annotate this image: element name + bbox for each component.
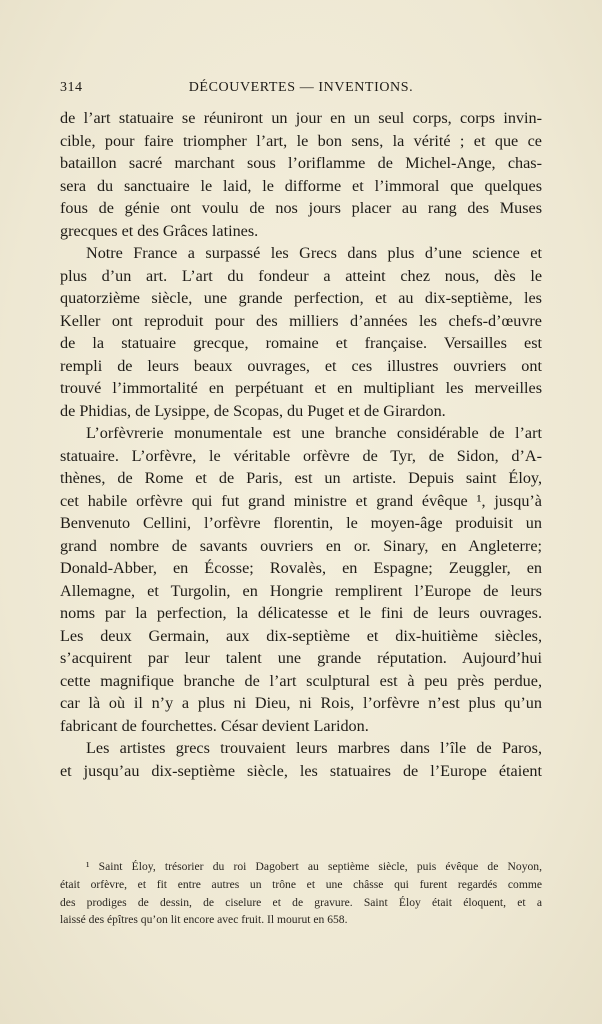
- body-line: Benvenuto Cellini, l’orfèvre florentin, le moyen-âge produisit un: [60, 514, 542, 532]
- body-line: cette magnifique branche de l’art sculptural est à peu près perdue,: [60, 671, 542, 690]
- body-line: de la statuaire grecque, romaine et française. Versailles est: [60, 334, 542, 352]
- body-line: Les artistes grecs trouvaient leurs marbres dans l’île de Paros,: [86, 739, 542, 757]
- running-title: DÉCOUVERTES — INVENTIONS.: [188, 80, 414, 95]
- body-line: trouvé l’immortalité en perpétuant et en multipliant les merveilles: [60, 379, 542, 397]
- body-line: cible, pour faire triompher l’art, le bon sens, la vérité ; et que ce: [60, 131, 542, 150]
- body-line: rempli de leurs beaux ouvrages, et ces illustres ouvriers ont: [60, 356, 542, 375]
- body-line: Allemagne, et Turgolin, en Hongrie remplirent l’Europe de leurs: [60, 581, 542, 600]
- running-head: [60, 80, 542, 100]
- body-line: de Phidias, de Lysippe, de Scopas, du Puget et de Girardon.: [60, 401, 446, 420]
- body-line: grand nombre de savants ouvriers en or. Sinary, en Angleterre;: [60, 536, 542, 555]
- body-line: quatorzième siècle, une grande perfection, et au dix-septième, les: [60, 289, 542, 307]
- footnote-line: des prodiges de dessin, de ciselure et de gravure. Saint Éloy était éloquent, et a: [60, 895, 542, 909]
- footnote: [60, 858, 542, 929]
- body-line: car là où il n’y a plus ni Dieu, ni Rois, l’orfèvre n’est plus qu’un: [60, 694, 542, 712]
- body-line: s’acquirent par leur talent une grande réputation. Aujourd’hui: [60, 649, 542, 667]
- body-line: sera du sanctuaire le laid, le difforme et l’immoral que quelques: [60, 176, 542, 195]
- body-text: [60, 107, 542, 782]
- body-line: Keller ont reproduit pour des milliers d’années les chefs-d’œuvre: [60, 311, 542, 330]
- body-line: cet habile orfèvre qui fut grand ministre et grand évêque ¹, jusqu’à: [60, 491, 542, 510]
- body-line: thènes, de Rome et de Paris, est un artiste. Depuis saint Éloy,: [60, 469, 542, 487]
- body-line: Donald-Abber, en Écosse; Rovalès, en Espagne; Zeuggler, en: [60, 559, 542, 577]
- footnote-line: était orfèvre, et fit entre autres un trône et une châsse qui furent regardés comme: [60, 877, 542, 891]
- body-line: et jusqu’au dix-septième siècle, les statuaires de l’Europe étaient: [60, 761, 542, 780]
- body-line: de l’art statuaire se réuniront un jour en un seul corps, corps invin-: [60, 109, 542, 127]
- body-line: L’orfèvrerie monumentale est une branche considérable de l’art: [86, 424, 542, 442]
- body-line: fabricant de fourchettes. César devient Laridon.: [60, 716, 369, 735]
- body-line: Les deux Germain, aux dix-septième et dix-huitième siècles,: [60, 626, 542, 645]
- page-number: 314: [60, 80, 83, 95]
- body-line: statuaire. L’orfèvre, le véritable orfèvre de Tyr, de Sidon, d’A-: [60, 446, 542, 465]
- footnote-line: ¹ Saint Éloy, trésorier du roi Dagobert au septième siècle, puis évêque de Noyon,: [86, 860, 542, 873]
- footnote-line: laissé des épîtres qu’on lit encore avec fruit. Il mourut en 658.: [60, 913, 348, 927]
- body-line: fous de génie ont voulu de nos jours placer au rang des Muses: [60, 199, 542, 217]
- body-line: grecques et des Grâces latines.: [60, 221, 259, 240]
- body-line: noms par la perfection, la délicatesse et le fini de leurs ouvrages.: [60, 604, 542, 622]
- body-line: Notre France a surpassé les Grecs dans plus d’une science et: [86, 244, 542, 262]
- body-line: plus d’un art. L’art du fondeur a atteint chez nous, dès le: [60, 266, 542, 285]
- body-line: bataillon sacré marchant sous l’oriflamme de Michel-Ange, chas-: [60, 154, 542, 172]
